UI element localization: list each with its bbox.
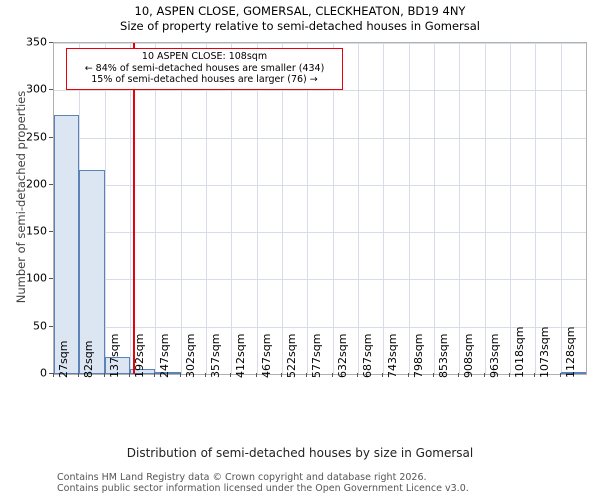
x-axis-tick-mark — [357, 373, 358, 377]
y-axis-tick-label: 0 — [40, 366, 47, 380]
y-axis-tick-label: 50 — [33, 319, 47, 333]
x-axis-tick-label: 192sqm — [133, 333, 146, 378]
gridline-vertical — [206, 43, 207, 374]
annotation-line-2: ← 84% of semi-detached houses are smaller (434) — [84, 62, 325, 74]
x-axis-tick-label: 467sqm — [259, 333, 273, 378]
gridline-vertical — [510, 43, 511, 374]
x-axis-tick-mark — [78, 373, 79, 377]
x-axis-tick-label: 1018sqm — [513, 326, 526, 378]
x-axis-tick-mark — [332, 373, 333, 377]
x-axis-tick-mark — [509, 373, 510, 377]
gridline-vertical — [181, 43, 182, 374]
x-axis-tick-label: 1128sqm — [563, 326, 577, 378]
y-axis-tick-label: 250 — [26, 130, 47, 144]
gridline-vertical — [282, 43, 283, 374]
chart-title-block — [0, 4, 600, 34]
y-axis-tick-label: 200 — [26, 177, 47, 191]
y-axis-tick-label: 350 — [26, 35, 47, 49]
plot-area — [53, 42, 587, 375]
histogram-bar — [54, 115, 79, 374]
x-axis-tick-label: 743sqm — [386, 333, 400, 378]
y-axis-tick-label: 100 — [26, 271, 47, 285]
x-axis-tick-label: 522sqm — [285, 333, 298, 378]
x-axis-tick-label: 1073sqm — [538, 326, 552, 378]
gridline-vertical — [358, 43, 359, 374]
gridline-vertical — [383, 43, 384, 374]
gridline-vertical — [231, 43, 232, 374]
y-axis-tick-mark — [49, 326, 53, 327]
chart-subtitle: Size of property relative to semi-detached houses in Gomersal — [120, 19, 480, 33]
footer-line-2: Contains public sector information licensed under the Open Government Licence v3.0. — [57, 483, 469, 494]
footer — [57, 472, 597, 494]
y-axis-tick-label: 300 — [26, 82, 47, 96]
x-axis-tick-label: 302sqm — [183, 333, 197, 378]
x-axis-tick-mark — [256, 373, 257, 377]
property-size-marker — [133, 43, 135, 374]
x-axis-tick-mark — [154, 373, 155, 377]
x-axis-label: Distribution of semi-detached houses by size in Gomersal — [126, 446, 474, 460]
y-axis-tick-mark — [49, 137, 53, 138]
x-axis-tick-mark — [382, 373, 383, 377]
x-axis-tick-mark — [534, 373, 535, 377]
x-axis-tick-mark — [230, 373, 231, 377]
annotation-line-1: 10 ASPEN CLOSE: 108sqm — [141, 51, 268, 62]
footer-line-1: Contains HM Land Registry data © Crown copyright and database right 2026. — [57, 472, 427, 483]
y-axis-tick-label: 150 — [26, 224, 47, 238]
gridline-vertical — [561, 43, 562, 374]
annotation-box — [66, 48, 343, 90]
x-axis-tick-label: 357sqm — [209, 333, 222, 378]
annotation-line-3: 15% of semi-detached houses are larger (76) → — [91, 74, 318, 85]
x-axis-tick-label: 247sqm — [158, 333, 172, 378]
x-axis-tick-mark — [408, 373, 409, 377]
x-axis-tick-mark — [104, 373, 105, 377]
x-axis-tick-label: 82sqm — [82, 340, 96, 378]
x-axis-tick-mark — [458, 373, 459, 377]
x-axis-tick-mark — [484, 373, 485, 377]
x-axis-tick-label: 577sqm — [310, 333, 324, 378]
gridline-vertical — [434, 43, 435, 374]
x-axis-tick-label: 137sqm — [107, 333, 121, 378]
y-axis-tick-mark — [49, 184, 53, 185]
x-axis-tick-label: 412sqm — [234, 333, 248, 378]
x-axis-tick-label: 798sqm — [411, 333, 425, 378]
gridline-vertical — [333, 43, 334, 374]
y-axis-tick-mark — [49, 89, 53, 90]
x-axis-tick-label: 908sqm — [462, 333, 476, 378]
gridline-vertical — [257, 43, 258, 374]
gridline-vertical — [155, 43, 156, 374]
x-axis-tick-mark — [180, 373, 181, 377]
y-axis-tick-mark — [49, 278, 53, 279]
x-axis-tick-mark — [53, 373, 54, 377]
gridline-vertical — [535, 43, 536, 374]
x-axis-tick-label: 687sqm — [361, 333, 374, 378]
gridline-vertical — [307, 43, 308, 374]
x-axis-tick-mark — [281, 373, 282, 377]
x-axis-tick-mark — [433, 373, 434, 377]
y-axis-tick-mark — [49, 231, 53, 232]
y-axis-label: Number of semi-detached properties — [14, 90, 28, 304]
x-axis-tick-mark — [129, 373, 130, 377]
x-axis-tick-mark — [306, 373, 307, 377]
x-axis-tick-mark — [205, 373, 206, 377]
x-axis-tick-label: 27sqm — [57, 340, 70, 378]
x-axis-tick-label: 853sqm — [437, 333, 450, 378]
y-axis-tick-mark — [49, 42, 53, 43]
x-axis-tick-label: 632sqm — [335, 333, 349, 378]
x-axis-tick-label: 963sqm — [487, 333, 501, 378]
gridline-vertical — [105, 43, 106, 374]
gridline-vertical — [130, 43, 131, 374]
gridline-vertical — [409, 43, 410, 374]
chart-title: 10, ASPEN CLOSE, GOMERSAL, CLECKHEATON, BD19 4NY — [134, 4, 466, 18]
gridline-vertical — [485, 43, 486, 374]
x-axis-tick-mark — [560, 373, 561, 377]
gridline-vertical — [459, 43, 460, 374]
